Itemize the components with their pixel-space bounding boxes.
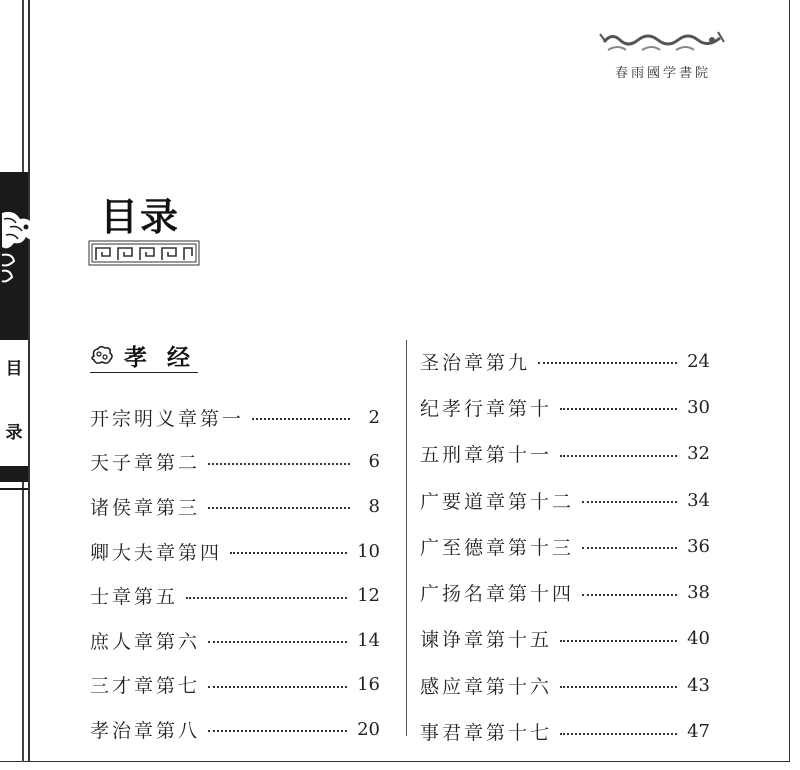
spine-tab-char: 目 [5,359,23,379]
toc-entry-page: 2 [368,406,380,428]
toc-leader-dots [560,640,677,642]
toc-entry-page: 43 [687,674,710,696]
toc-entry-page: 30 [687,396,710,418]
spine-stripes [0,476,28,490]
toc-entry-page: 8 [368,495,380,517]
toc-entry-title: 广至德章第十三 [420,536,575,559]
toc-entry-title: 纪孝行章第十 [420,397,553,420]
toc-entry-page: 47 [687,721,710,743]
fret-pattern-icon [88,240,200,266]
toc-entry-page: 34 [687,489,710,511]
toc-entry-page: 24 [687,350,710,372]
toc-entry-title: 庶人章第六 [90,630,201,653]
toc-entry-page: 36 [687,535,710,557]
toc-entry-title: 开宗明义章第一 [90,407,245,430]
toc-entry-page: 14 [357,629,380,651]
spine [0,0,30,762]
toc-entry[interactable] [90,707,380,752]
toc-leader-dots [582,594,677,596]
toc-entry[interactable] [420,569,710,615]
toc-entry[interactable] [420,477,710,523]
section-underline [90,372,198,373]
toc-entry[interactable] [420,431,710,477]
toc-entry-title: 感应章第十六 [420,675,553,698]
toc-entry-title: 广扬名章第十四 [420,583,575,606]
toc-leader-dots [186,597,347,599]
section-label: 孝 经 [124,344,197,371]
toc-entry-title: 卿大夫章第四 [90,541,223,564]
toc-entry[interactable] [90,573,380,618]
toc-leader-dots [560,455,677,457]
toc-entry[interactable] [420,384,710,430]
toc-entry-title: 天子章第二 [90,452,201,475]
toc-entry[interactable] [420,616,710,662]
spine-tab [0,338,28,468]
spine-tab-char: 录 [5,423,23,443]
toc-entry-page: 12 [357,585,380,607]
dragon-head-icon [0,205,42,295]
toc-entry[interactable] [90,663,380,708]
toc-entry[interactable] [90,440,380,485]
toc-entry[interactable] [420,662,710,708]
logo-text: 春雨國学書院 [614,66,711,81]
toc-entry-page: 6 [368,451,380,473]
toc-entry[interactable] [90,484,380,529]
toc-entry[interactable] [420,338,710,384]
toc-entry[interactable] [90,618,380,663]
toc-entry-title: 三才章第七 [90,675,201,698]
page-title: 目录 [100,195,181,239]
toc-entry[interactable] [420,708,710,754]
toc-leader-dots [230,552,347,554]
cloud-scroll-icon [90,344,114,366]
toc-leader-dots [538,362,677,364]
toc-leader-dots [208,730,347,732]
toc-leader-dots [208,463,350,465]
toc-entry-title: 五刑章第十一 [420,444,553,467]
toc-leader-dots [208,507,350,509]
toc-entry[interactable] [420,523,710,569]
column-divider [406,340,407,736]
toc-leader-dots [582,501,677,503]
toc-entry-title: 广要道章第十二 [420,490,575,513]
toc-entry-title: 事君章第十七 [420,722,553,745]
toc-entry-page: 16 [357,674,380,696]
toc-entry-page: 10 [357,540,380,562]
toc-entry[interactable] [90,529,380,574]
toc-leader-dots [560,686,677,688]
toc-entry-page: 20 [357,718,380,740]
toc-entry-page: 40 [687,628,710,650]
toc-leader-dots [560,408,677,410]
toc-leader-dots [208,641,347,643]
toc-entry[interactable] [90,395,380,440]
toc-entry-title: 谏诤章第十五 [420,629,553,652]
toc-leader-dots [252,418,350,420]
toc-leader-dots [560,733,677,735]
toc-entry-title: 孝治章第八 [90,719,201,742]
toc-leader-dots [582,547,677,549]
toc-entry-page: 38 [687,582,710,604]
section-header [90,338,200,372]
toc-entry-title: 圣治章第九 [420,351,531,374]
toc-entry-page: 32 [687,443,710,465]
toc-column-right [420,338,710,755]
toc-column-left [90,395,380,752]
toc-entry-title: 士章第五 [90,586,179,609]
toc-entry-title: 诸侯章第三 [90,496,201,519]
toc-leader-dots [208,686,347,688]
